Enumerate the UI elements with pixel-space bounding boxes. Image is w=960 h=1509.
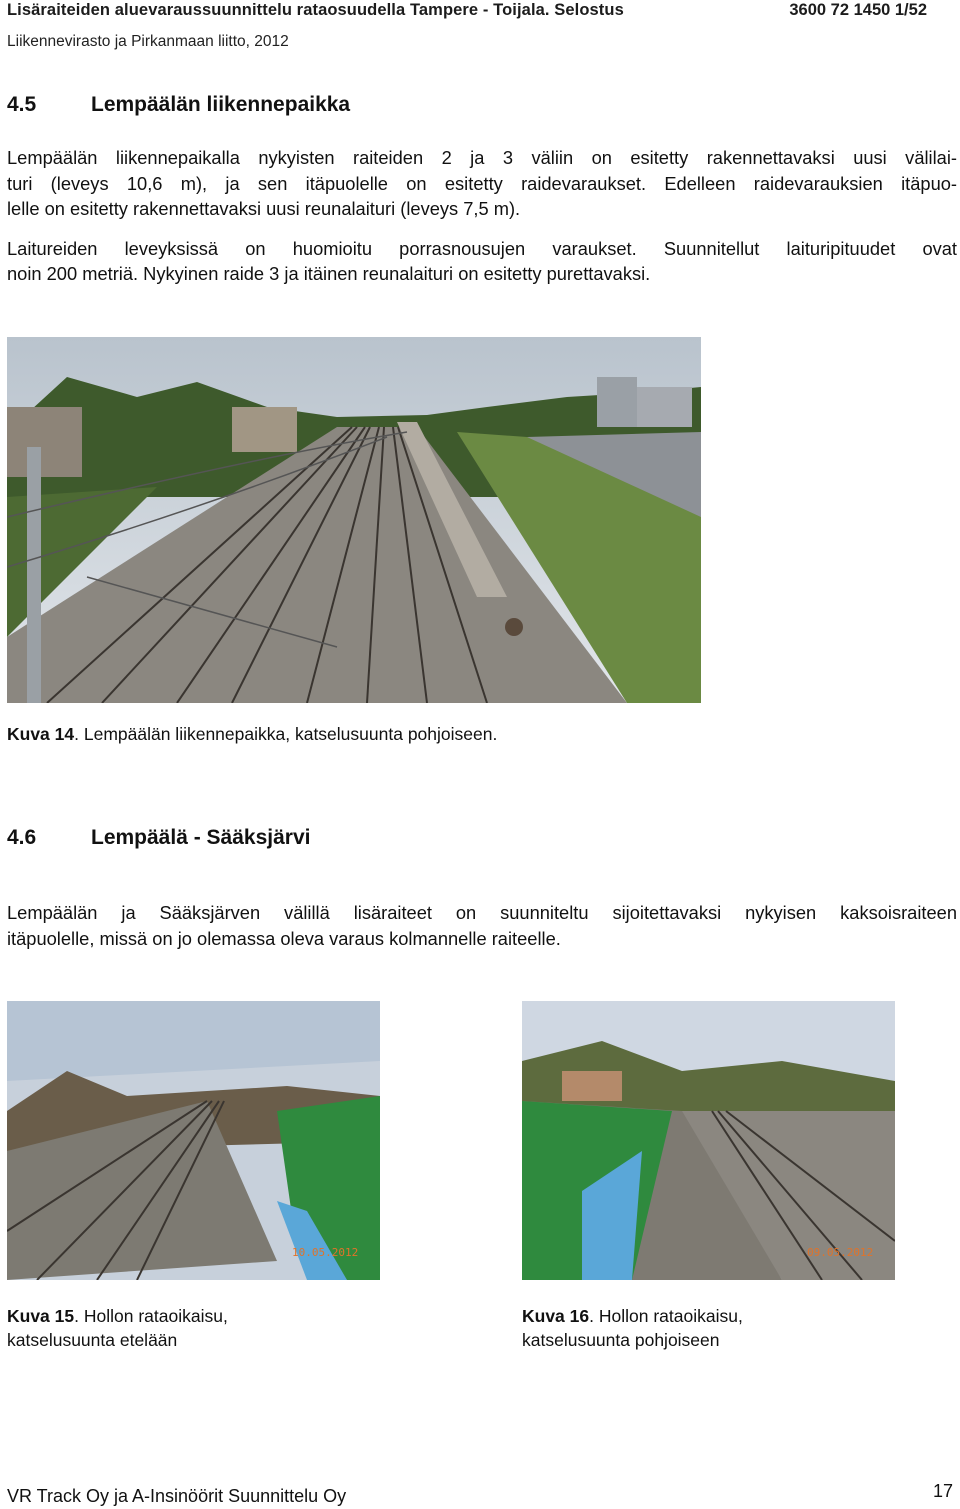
paragraph-line: noin 200 metriä. Nykyinen raide 3 ja itäinen reunalaituri on esitetty purettavaksi. xyxy=(7,263,651,284)
document-publisher: Liikennevirasto ja Pirkanmaan liitto, 2012 xyxy=(7,33,289,50)
figure-16-label: Kuva 16 xyxy=(522,1306,590,1326)
date-stamp: 10.05.2012 xyxy=(292,1246,359,1259)
paragraph-2 xyxy=(7,236,957,287)
section-4-6-title: Lempäälä - Sääksjärvi xyxy=(91,826,311,849)
section-4-5-title: Lempäälän liikennepaikka xyxy=(91,93,351,116)
figure-14-caption-text: . Lempäälän liikennepaikka, katselusuunta pohjoiseen. xyxy=(74,724,498,744)
footer-company: VR Track Oy ja A-Insinöörit Suunnittelu Oy xyxy=(7,1486,347,1506)
figure-16-caption-line1: . Hollon rataoikaisu, xyxy=(589,1306,743,1326)
figure-14-label: Kuva 14 xyxy=(7,724,75,744)
figure-15-label: Kuva 15 xyxy=(7,1306,75,1326)
hollo-south-photo xyxy=(7,1001,380,1280)
photo-hollo-north xyxy=(522,1001,895,1280)
figure-16-caption xyxy=(522,1304,743,1352)
page-number: 17 xyxy=(932,1481,953,1501)
paragraph-3 xyxy=(7,900,957,951)
paragraph-line: Lempäälän ja Sääksjärven välillä lisäraiteet on suunniteltu sijoitettavaksi nykyisen kaksoisraiteen xyxy=(7,902,957,923)
date-stamp: 09.05.2012 xyxy=(807,1246,874,1259)
section-4-6-number: 4.6 xyxy=(7,826,37,849)
section-4-6-body xyxy=(7,900,957,965)
railway-yard-photo xyxy=(7,337,701,703)
paragraph-line: turi (leveys 10,6 m), ja sen itäpuolelle on esitetty raidevaraukset. Edelleen raidevarauksien itäpuo- xyxy=(7,172,957,194)
photo-hollo-south xyxy=(7,1001,380,1280)
section-4-5-body xyxy=(7,145,957,301)
section-4-5-number: 4.5 xyxy=(7,93,37,116)
paragraph-line: lelle on esitetty rakennettavaksi uusi reunalaituri (leveys 7,5 m). xyxy=(7,198,521,219)
figure-15-caption-line2: katselusuunta etelään xyxy=(7,1330,178,1350)
hollo-north-photo xyxy=(522,1001,895,1280)
paragraph-line: Lempäälän liikennepaikalla nykyisten raiteiden 2 ja 3 väliin on esitetty rakennettavaksi uusi välilai- xyxy=(7,147,957,168)
photo-lempaala-station xyxy=(7,337,701,703)
figure-15-caption xyxy=(7,1304,228,1352)
document-header-title: Lisäraiteiden aluevaraussuunnittelu rataosuudella Tampere - Toijala. Selostus xyxy=(7,1,624,19)
figure-14-caption xyxy=(7,722,497,746)
paragraph-line: Laitureiden leveyksissä on huomioitu porrasnousujen varaukset. Suunnitellut laituripituudet ovat xyxy=(7,237,957,259)
paragraph-line: itäpuolelle, missä on jo olemassa oleva varaus kolmannelle raiteelle. xyxy=(7,927,561,949)
paragraph-1 xyxy=(7,145,957,222)
figure-16-caption-line2: katselusuunta pohjoiseen xyxy=(522,1330,720,1350)
figure-15-caption-line1: . Hollon rataoikaisu, xyxy=(74,1306,228,1326)
document-number: 3600 72 1450 1/52 xyxy=(789,1,927,19)
